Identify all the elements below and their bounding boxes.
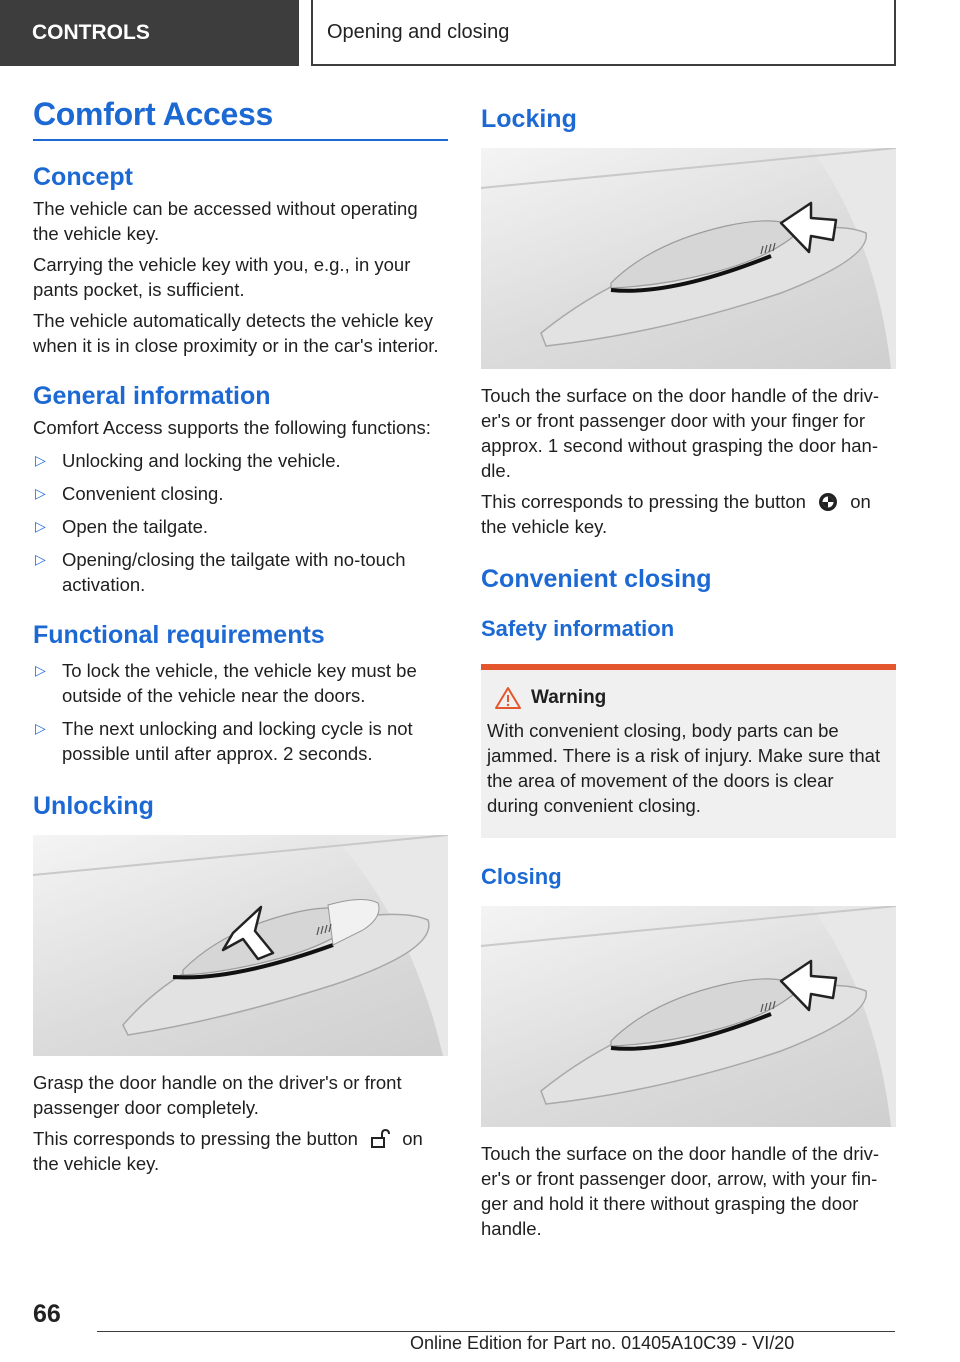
- section-tab: [0, 0, 299, 66]
- page-number: 66: [33, 1300, 61, 1328]
- unlocking-button-text: This corresponds to pressing the button on the vehicle key.: [33, 1128, 423, 1175]
- chapter-label: Opening and closing: [327, 20, 510, 43]
- list-item: ▷ Opening/closing the tailgate with no-touch activation.: [35, 549, 406, 595]
- bmw-logo-icon: [811, 492, 845, 514]
- section-label: CONTROLS: [32, 21, 150, 44]
- unlock-icon: [363, 1129, 397, 1151]
- bullet-triangle-icon: ▷: [35, 662, 46, 678]
- bullet-triangle-icon: ▷: [35, 551, 46, 567]
- concept-heading: Concept: [33, 163, 133, 191]
- right-column: [481, 96, 896, 1241]
- closing-heading: Closing: [481, 864, 562, 890]
- chapter-tab: [311, 0, 896, 66]
- general-info-heading: General information: [33, 382, 271, 410]
- concept-paragraph: The vehicle automatically detects the vehicle key when it is in close proximity or in the car's interior.: [33, 310, 439, 356]
- convenient-closing-heading: Convenient closing: [481, 565, 712, 594]
- warning-text: With convenient closing, body parts can be jammed. There is a risk of injury. Make sure that the area of movement of the doors is clear during convenient closing.: [487, 720, 881, 817]
- safety-info-heading: Safety information: [481, 616, 675, 642]
- bullet-triangle-icon: ▷: [35, 720, 46, 736]
- bullet-triangle-icon: ▷: [35, 452, 46, 468]
- list-item: ▷ To lock the vehicle, the vehicle key must be outside of the vehicle near the doors.: [35, 660, 417, 706]
- warning-box: [481, 664, 896, 838]
- edition-text: Online Edition for Part no. 01405A10C39 - VI/20: [410, 1333, 795, 1353]
- concept-paragraph: Carrying the vehicle key with you, e.g., in your pants pocket, is sufficient.: [33, 254, 411, 300]
- locking-button-text: This corresponds to pressing the button on the vehicle key.: [481, 491, 871, 538]
- left-column: [33, 96, 448, 1176]
- functional-requirements-heading: Functional requirements: [33, 621, 325, 649]
- locking-heading: Locking: [481, 105, 577, 133]
- list-item: ▷ Open the tailgate.: [35, 516, 209, 537]
- locking-text: Touch the surface on the door handle of the driver's or front passenger door with your finger for approx. 1 second without grasping the door handle.: [481, 385, 880, 481]
- bullet-triangle-icon: ▷: [35, 485, 46, 501]
- list-item: ▷ Unlocking and locking the vehicle.: [35, 450, 341, 471]
- footer-divider: [97, 1331, 895, 1332]
- door-handle-closing-image: [481, 906, 896, 1127]
- list-item: ▷ Convenient closing.: [35, 483, 224, 504]
- door-handle-unlock-image: [33, 835, 448, 1056]
- unlocking-text: Grasp the door handle on the driver's or front passenger door completely.: [33, 1072, 402, 1118]
- unlocking-heading: Unlocking: [33, 792, 154, 820]
- door-handle-lock-image: [481, 148, 896, 369]
- functions-list: [33, 448, 448, 597]
- general-info-intro: Comfort Access supports the following functions:: [33, 417, 431, 438]
- page-title: Comfort Access: [33, 96, 448, 141]
- requirements-list: [33, 658, 448, 766]
- warning-title: Warning: [495, 686, 890, 710]
- bullet-triangle-icon: ▷: [35, 518, 46, 534]
- closing-text: Touch the surface on the door handle of the driver's or front passenger door, arrow, with your finger and hold it there without grasping the door handle.: [481, 1143, 880, 1240]
- list-item: ▷ The next unlocking and locking cycle is not possible until after approx. 2 seconds.: [35, 718, 413, 764]
- concept-paragraph: The vehicle can be accessed without operating the vehicle key.: [33, 198, 418, 244]
- warning-triangle-icon: [495, 686, 521, 710]
